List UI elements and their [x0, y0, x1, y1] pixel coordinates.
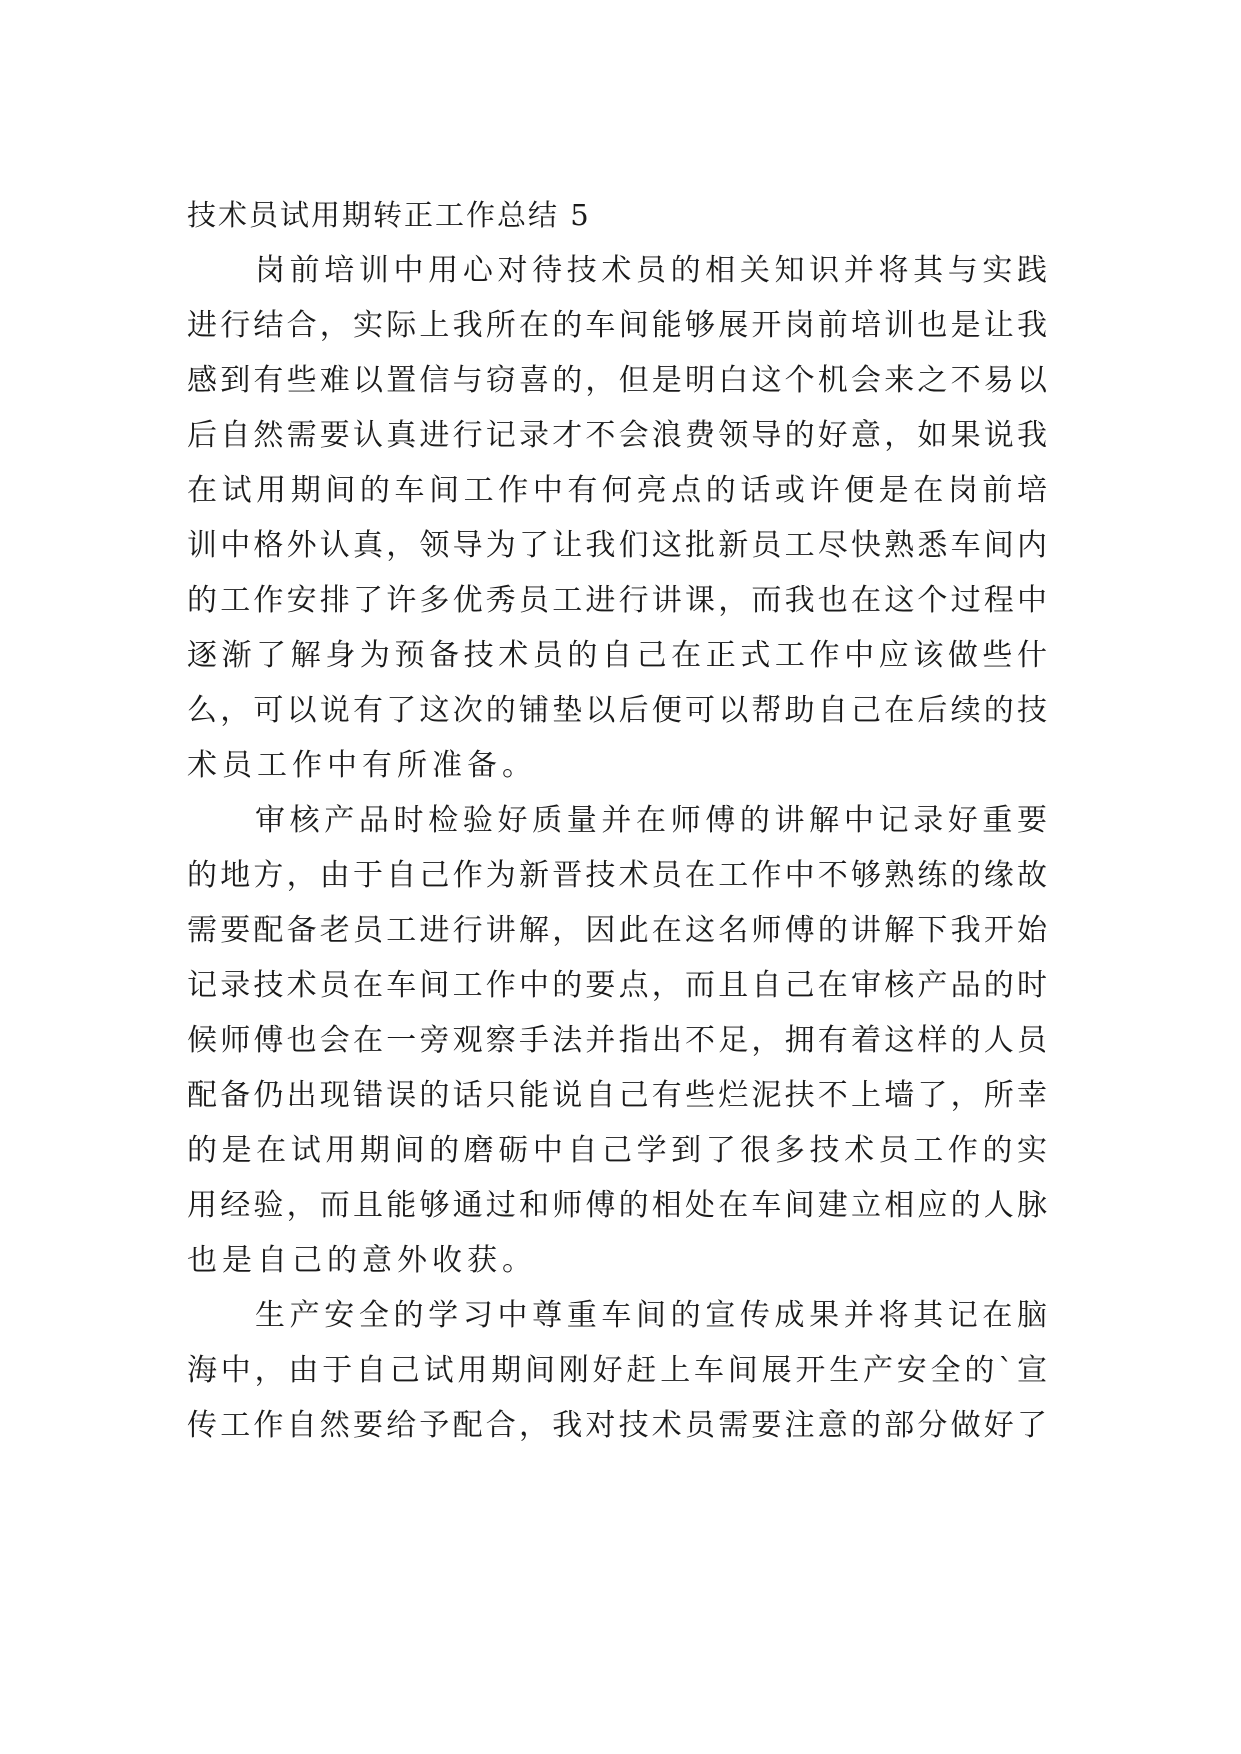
text-line: 候师傅也会在一旁观察手法并指出不足，拥有着这样的人员 [187, 1023, 1047, 1058]
text-line: 岗前培训中用心对待技术员的相关知识并将其与实践 [255, 253, 1047, 288]
text-line: 的工作安排了许多优秀员工进行讲课，而我也在这个过程中 [187, 583, 1047, 618]
text-line: 记录技术员在车间工作中的要点，而且自己在审核产品的时 [187, 968, 1047, 1003]
text-line: 需要配备老员工进行讲解，因此在这名师傅的讲解下我开始 [187, 913, 1047, 948]
text-line: 海中，由于自己试用期间刚好赶上车间展开生产安全的`宣 [187, 1353, 1047, 1388]
text-line: 逐渐了解身为预备技术员的自己在正式工作中应该做些什 [187, 638, 1047, 673]
text-line: 训中格外认真，领导为了让我们这批新员工尽快熟悉车间内 [187, 528, 1047, 563]
text-line: 后自然需要认真进行记录才不会浪费领导的好意，如果说我 [187, 418, 1047, 453]
paragraph-2 [187, 793, 1047, 1288]
document-body [187, 188, 1047, 1453]
text-line: 传工作自然要给予配合，我对技术员需要注意的部分做好了 [187, 1408, 1047, 1443]
document-title: 技术员试用期转正工作总结 5 [187, 198, 591, 232]
text-line: 么，可以说有了这次的铺垫以后便可以帮助自己在后续的技 [187, 693, 1047, 728]
text-line: 进行结合，实际上我所在的车间能够展开岗前培训也是让我 [187, 308, 1047, 343]
paragraph-1 [187, 243, 1047, 793]
text-line: 也是自己的意外收获。 [187, 1243, 537, 1278]
text-line: 生产安全的学习中尊重车间的宣传成果并将其记在脑 [255, 1298, 1047, 1333]
text-line: 感到有些难以置信与窃喜的，但是明白这个机会来之不易以 [187, 363, 1047, 398]
text-line: 在试用期间的车间工作中有何亮点的话或许便是在岗前培 [187, 473, 1047, 508]
text-line: 的是在试用期间的磨砺中自己学到了很多技术员工作的实 [187, 1133, 1047, 1168]
text-line: 用经验，而且能够通过和师傅的相处在车间建立相应的人脉 [187, 1188, 1047, 1223]
text-line: 的地方，由于自己作为新晋技术员在工作中不够熟练的缘故 [187, 858, 1047, 893]
text-line: 审核产品时检验好质量并在师傅的讲解中记录好重要 [255, 803, 1047, 838]
text-line: 配备仍出现错误的话只能说自己有些烂泥扶不上墙了，所幸 [187, 1078, 1047, 1113]
text-line: 术员工作中有所准备。 [187, 748, 537, 783]
paragraph-3 [187, 1288, 1047, 1453]
